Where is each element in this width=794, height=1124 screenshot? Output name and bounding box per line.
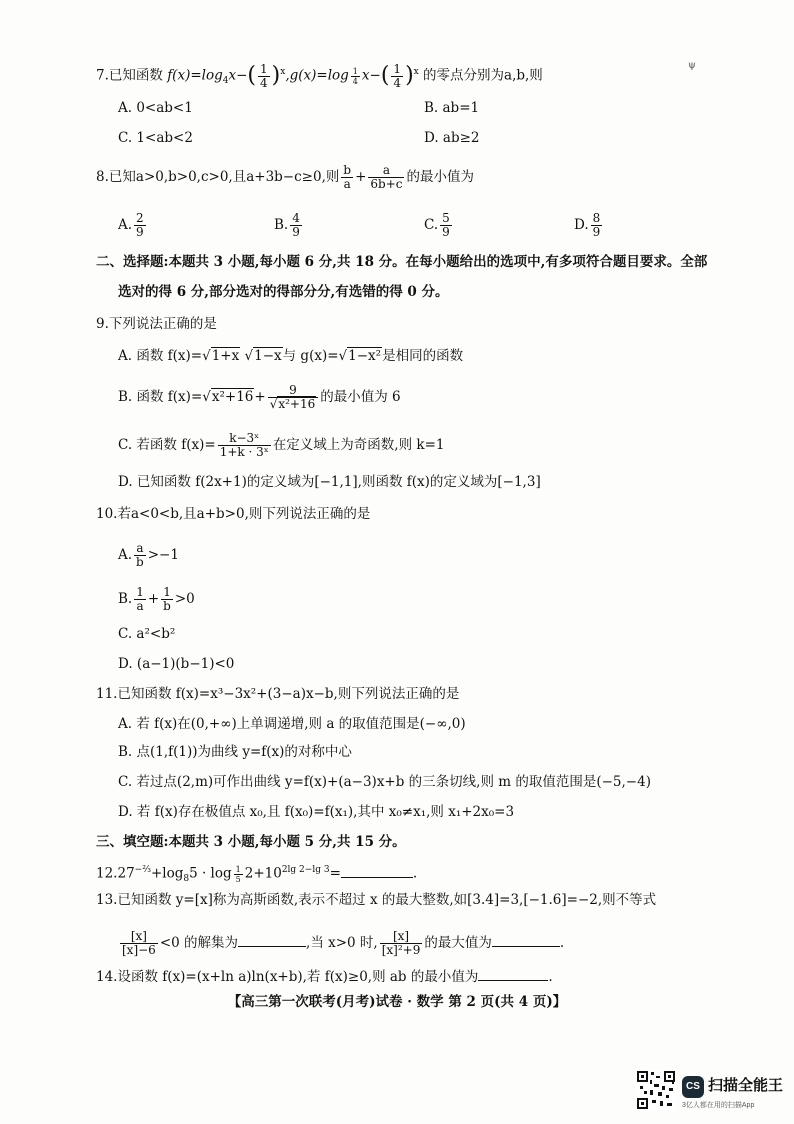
q9-option-b: B. 函数 f(x)=√x²+16+ $\frac{9}{\text{√x²+16}}$ 的最小值为 6 bbox=[118, 383, 401, 411]
q11-option-d: D. 若 f(x)存在极值点 x₀,且 f(x₀)=f(x₁),其中 x₀≠x₁,则 x₁+2x₀=3 bbox=[118, 804, 515, 820]
question-10: 10.若a<0<b,且a+b>0,则下列说法正确的是 bbox=[96, 506, 371, 522]
q9-option-a: A. 函数 f(x)=√1+x √1−x与 g(x)=√1−x²是相同的函数 bbox=[118, 348, 464, 364]
q7-option-a: A. 0<ab<1 bbox=[118, 100, 193, 116]
q11-option-a: A. 若 f(x)在(0,+∞)上单调递增,则 a 的取值范围是(−∞,0) bbox=[118, 716, 466, 732]
section-2-heading-line-2: 选对的得 6 分,部分选对的得部分分,有选错的得 0 分。 bbox=[118, 284, 449, 300]
question-13-continued: $\frac{[x]}{[x]-6}$ <0 的解集为 ,当 x>0 时, $\frac{[x]}{\text{[x]²+9}}$ 的最大值为 . bbox=[122, 929, 565, 957]
scanner-watermark bbox=[636, 1070, 786, 1114]
q8-option-a: A. $\frac{2}{9}$ bbox=[118, 211, 144, 239]
q9-option-d: D. 已知函数 f(2x+1)的定义域为[−1,1],则函数 f(x)的定义域为[−1,3] bbox=[118, 474, 541, 490]
q8-option-d: D. $\frac{8}{9}$ bbox=[574, 211, 601, 239]
fraction: $\frac{1}{4}$ bbox=[260, 61, 268, 90]
scanner-app-name: 扫描全能王 bbox=[708, 1077, 784, 1094]
section-2-heading-line-1: 二、选择题:本题共 3 小题,每小题 6 分,共 18 分。在每小题给出的选项中,有多项符合题目要求。全部 bbox=[96, 254, 708, 270]
q8-option-b: B. $\frac{4}{9}$ bbox=[274, 211, 300, 239]
answer-blank[interactable] bbox=[341, 863, 413, 878]
answer-blank[interactable] bbox=[478, 966, 548, 981]
question-12: $12.27^{-\frac{2}{3}}+\log_85 \cdot \log$ $\frac{1}{5}$ $2+10^{2lg 2-lg 3}=$ . bbox=[96, 864, 418, 885]
q11-option-b: B. 点(1,f(1))为曲线 y=f(x)的对称中心 bbox=[118, 744, 352, 760]
q9-option-c: C. 若函数 f(x)= $\frac{\text{k−3ˣ}}{\text{1+k · 3ˣ}}$ 在定义域上为奇函数,则 k=1 bbox=[118, 431, 445, 459]
q11-option-c: C. 若过点(2,m)可作出曲线 y=f(x)+(a−3)x+b 的三条切线,则 m 的取值范围是(−5,−4) bbox=[118, 774, 651, 790]
section-3-heading: 三、填空题:本题共 3 小题,每小题 5 分,共 15 分。 bbox=[96, 834, 406, 850]
question-9: 9.下列说法正确的是 bbox=[96, 316, 217, 332]
fraction: $\frac{1}{4}$ bbox=[352, 66, 358, 86]
fraction: $\frac{b}{a}$ bbox=[343, 163, 352, 191]
answer-blank[interactable] bbox=[238, 932, 306, 947]
answer-blank[interactable] bbox=[492, 932, 560, 947]
q7-option-d: D. ab≥2 bbox=[424, 130, 480, 146]
fraction: $\frac{1}{4}$ bbox=[393, 61, 402, 90]
question-8: 8.已知a>0,b>0,c>0,且a+3b−c≥0,则 $\frac{b}{a}$ + $\frac{a}{6b+c}$ 的最小值为 bbox=[96, 163, 474, 191]
corner-mark: ψ bbox=[688, 60, 696, 71]
q10-option-a: A. $\frac{a}{b}$ >−1 bbox=[118, 541, 179, 569]
scanner-tagline: 3亿人都在用的扫描App bbox=[682, 1102, 755, 1109]
q7-option-b: B. ab=1 bbox=[424, 100, 480, 116]
question-14: 14.设函数 f(x)=(x+ln a)ln(x+b),若 f(x)≥0,则 ab 的最小值为 . bbox=[96, 966, 553, 987]
camscanner-logo: CS bbox=[682, 1076, 704, 1098]
q10-option-d: D. (a−1)(b−1)<0 bbox=[118, 656, 235, 672]
qr-code-icon bbox=[636, 1070, 676, 1110]
q8-option-c: C. $\frac{5}{9}$ bbox=[424, 211, 450, 239]
q10-option-c: C. a²<b² bbox=[118, 626, 176, 642]
question-7: 7.已知函数 $f(x)=\log_4x-$( $\frac{1}{4}$ )$^x$,g(x)=log $\frac{1}{4}$ x−( $\frac{1}{4}$ )$^x$ 的零点分别为a,b,则 bbox=[96, 61, 543, 90]
question-11: 11.已知函数 f(x)=x³−3x²+(3−a)x−b,则下列说法正确的是 bbox=[96, 686, 460, 702]
fraction: $\frac{a}{6b+c}$ bbox=[370, 163, 403, 191]
question-13: 13.已知函数 y=[x]称为高斯函数,表示不超过 x 的最大整数,如[3.4]=3,[−1.6]=−2,则不等式 bbox=[96, 892, 657, 908]
q10-option-b: B. $\frac{1}{a}$ + $\frac{1}{b}$ >0 bbox=[118, 585, 195, 613]
page-footer: 【高三第一次联考(月考)试卷 · 数学 第 2 页(共 4 页)】 bbox=[227, 994, 567, 1010]
q7-option-c: C. 1<ab<2 bbox=[118, 130, 193, 146]
